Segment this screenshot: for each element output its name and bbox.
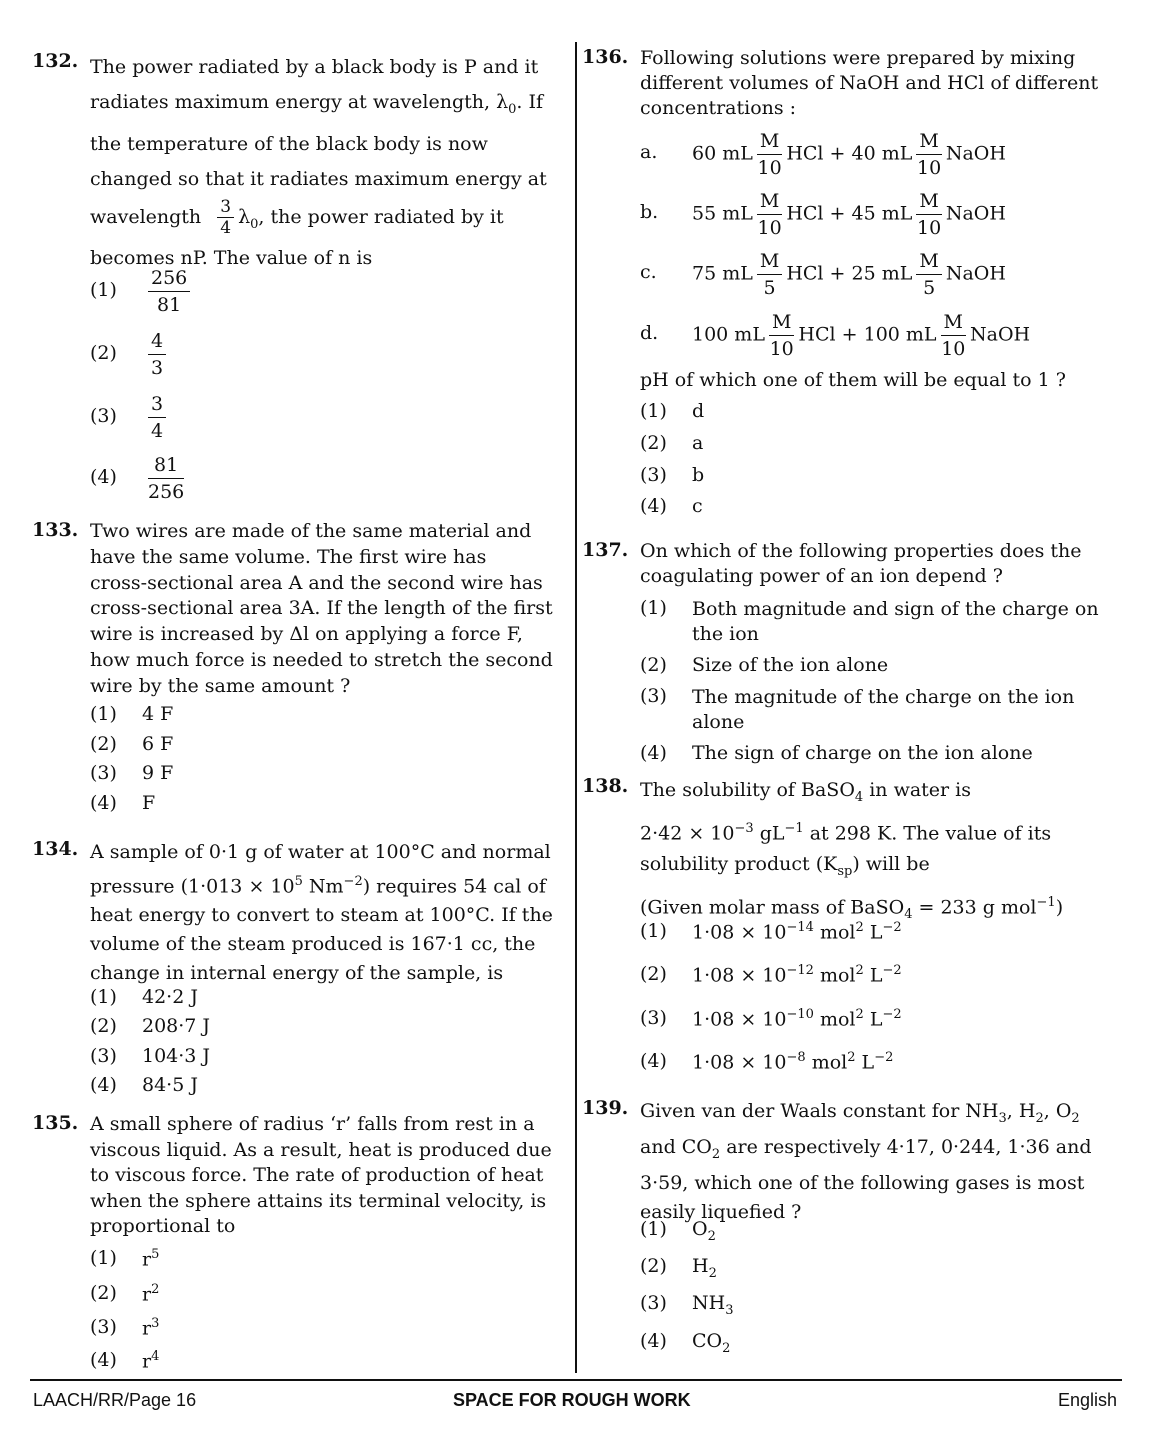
question-prompt: pH of which one of them will be equal to 1 ?: [640, 369, 1066, 391]
language-label: English: [1058, 1390, 1118, 1410]
question-132: [30, 50, 570, 271]
question-number: 135.: [32, 1112, 79, 1134]
question-133: [30, 519, 570, 700]
page-id: LAACH/RR/Page 16: [33, 1390, 197, 1410]
footer-rule: [30, 1379, 1122, 1381]
question-text: The solubility of BaSO$_4$ in water is $2\cdot 42 \times 10^{-3}$ $gL^{-1}$ at 298 K. The value of its solubility product $(K_{sp})$ will be (Given molar mass of BaSO$_4$ = 233 g mol$^{-1}$): [640, 779, 1064, 923]
question-number: 136.: [582, 46, 629, 68]
question-number: 132.: [32, 50, 79, 72]
question-137: [582, 539, 1120, 589]
question-number: 133.: [32, 519, 79, 541]
question-text: On which of the following properties does the coagulating power of an ion depend ?: [640, 540, 1082, 587]
question-136: [582, 46, 1120, 121]
question-number: 139.: [582, 1097, 629, 1119]
rough-work-label: SPACE FOR ROUGH WORK: [453, 1390, 691, 1410]
question-text: Following solutions were prepared by mixing different volumes of NaOH and HCl of different concentrations :: [640, 47, 1099, 119]
question-text: Given van der Waals constant for $NH_3$, $H_2$, $O_2$ and $CO_2$ are respectively 4·17, 0·244, 1·36 and 3·59, which one of the following gases is most easily liquefied ?: [640, 1100, 1092, 1223]
column-divider: [575, 42, 577, 1373]
question-text: Two wires are made of the same material and have the same volume. The first wire has cross-sectional area A and the second wire has cross-sectional area 3A. If the length of the first wire is increased by Δl on applying a force F, how much force is needed to stretch the second wire by the same amount ?: [90, 520, 553, 697]
question-number: 137.: [582, 539, 629, 561]
question-138: [582, 775, 1120, 930]
question-number: 134.: [32, 838, 79, 860]
question-number: 138.: [582, 775, 629, 797]
question-text: A sample of 0·1 g of water at 100°C and normal pressure ($1\cdot 013 \times 10^5$ $Nm^{-2}$) requires 54 cal of heat energy to convert to steam at 100°C. If the volume of the steam produced is 167·1 cc, the change in internal energy of the sample, is: [90, 841, 553, 985]
question-134: [30, 838, 570, 988]
question-139: [582, 1097, 1120, 1227]
question-text: The power radiated by a black body is P and it radiates maximum energy at wavelength, $\lambda_0$. If the temperature of the black body is now changed so that it radiates maximum energy at wavelength $\frac{3}{4}$ $\lambda_0$, the power radiated by it becomes nP. The value of n is: [90, 56, 547, 269]
question-135: [30, 1112, 570, 1240]
question-text: A small sphere of radius ‘r’ falls from rest in a viscous liquid. As a result, heat is produced due to viscous force. The rate of production of heat when the sphere attains its terminal velocity, is proportional to: [90, 1113, 552, 1237]
